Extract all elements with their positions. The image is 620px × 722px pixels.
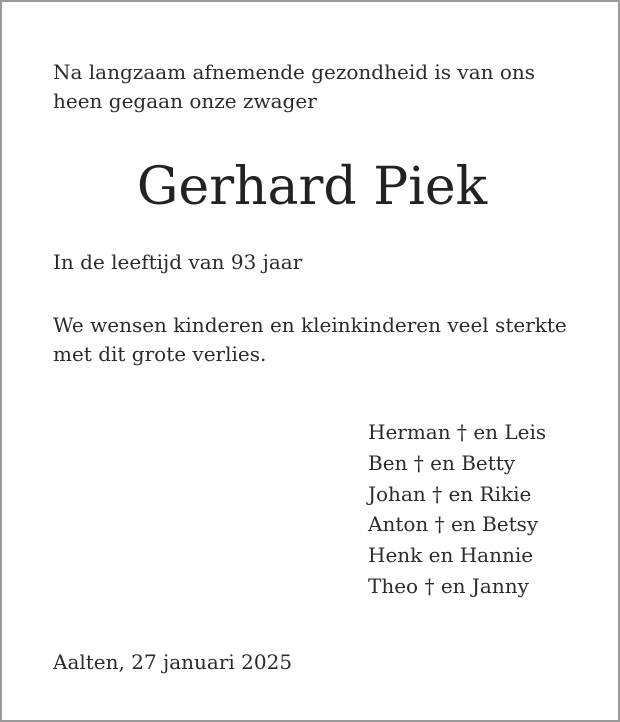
relative-item: Ben † en Betty: [368, 450, 516, 475]
relative-item: Theo † en Janny: [368, 573, 529, 598]
intro-text: Na langzaam afnemende gezondheid is van ons heen gegaan onze zwager: [53, 60, 536, 113]
condolence-text: We wensen kinderen en kleinkinderen veel sterkte met dit grote verlies.: [53, 313, 567, 366]
relative-item: Henk en Hannie: [368, 543, 534, 568]
place-date: Aalten, 27 januari 2025: [53, 650, 293, 674]
relative-item: Herman † en Leis: [368, 420, 547, 444]
relative-item: Johan † en Rikie: [368, 481, 532, 506]
relative-item: Anton † en Betsy: [368, 512, 539, 537]
relatives-list: [368, 417, 546, 602]
age-line: In de leeftijd van 93 jaar: [53, 250, 303, 274]
deceased-name: Gerhard Piek: [136, 157, 488, 217]
